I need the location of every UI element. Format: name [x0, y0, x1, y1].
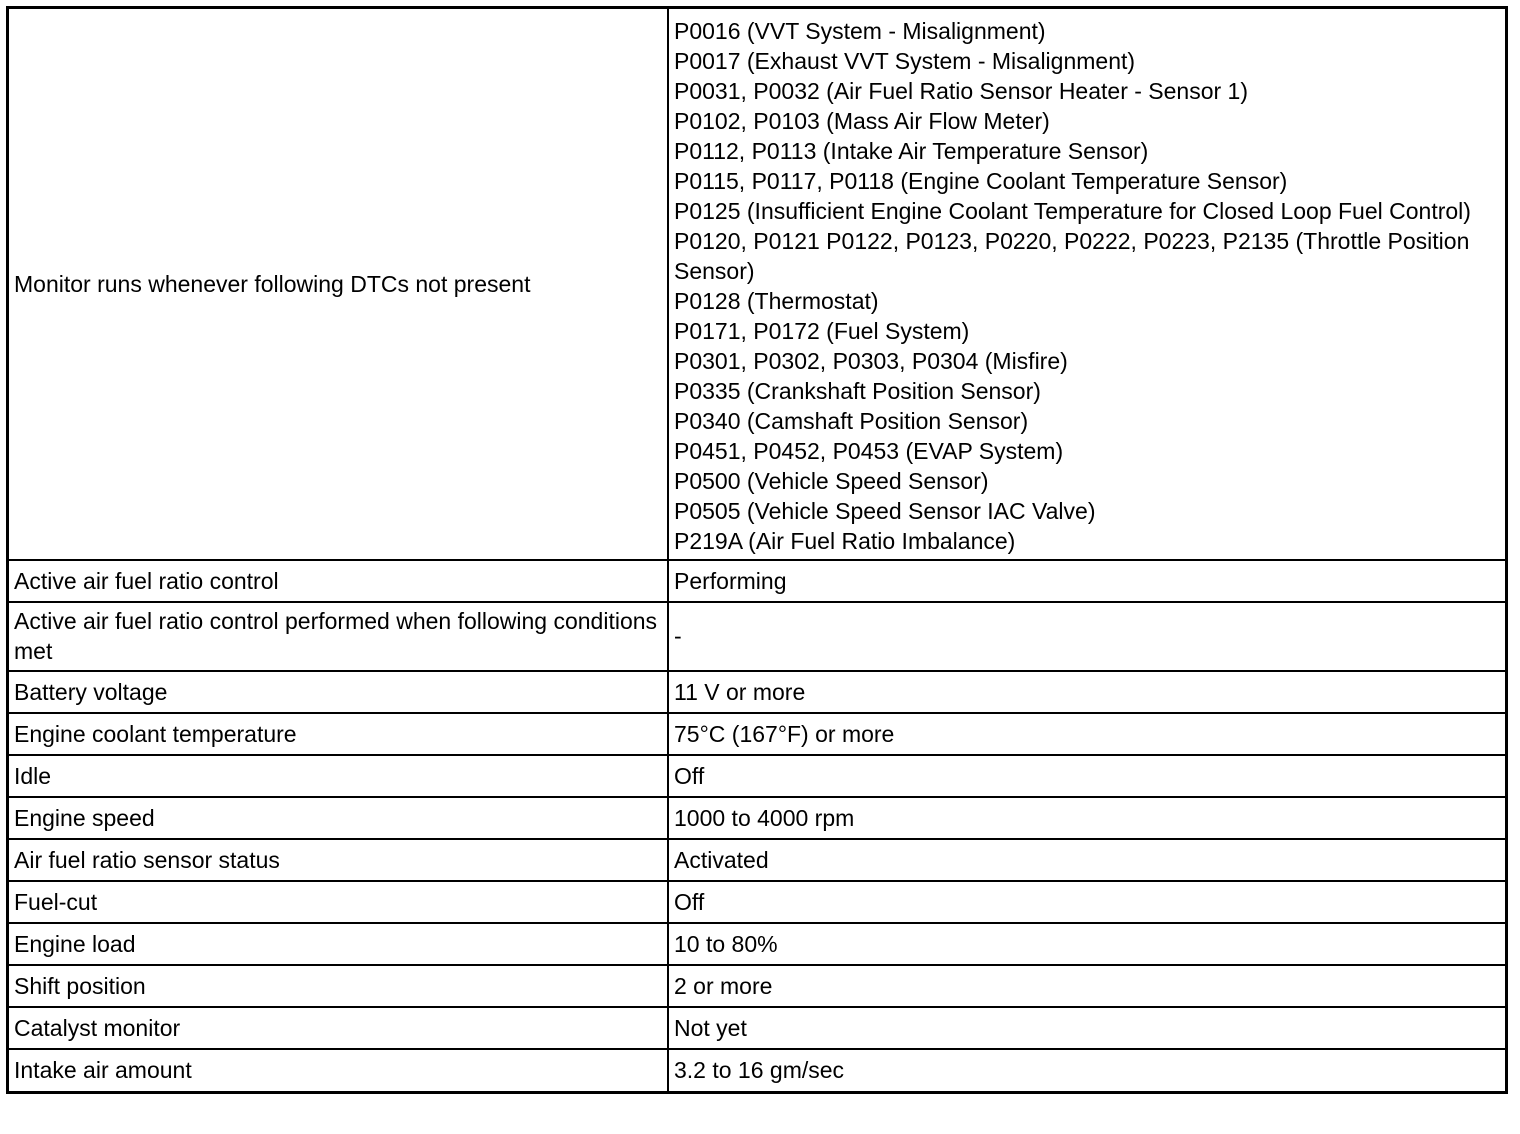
- dtc-item: P0115, P0117, P0118 (Engine Coolant Temperature Sensor): [674, 168, 1288, 194]
- row-label: Catalyst monitor: [9, 1007, 668, 1049]
- row-value: Activated: [668, 839, 1505, 881]
- dtc-item: P0500 (Vehicle Speed Sensor): [674, 468, 989, 494]
- row-value: 3.2 to 16 gm/sec: [668, 1049, 1505, 1091]
- table-row: [9, 560, 1505, 602]
- row-value: Off: [668, 755, 1505, 797]
- dtc-row-label: Monitor runs whenever following DTCs not present: [9, 9, 668, 560]
- dtc-item: P0301, P0302, P0303, P0304 (Misfire): [674, 348, 1068, 374]
- table-row: [9, 965, 1505, 1007]
- table-row: [9, 1049, 1505, 1091]
- dtc-item: P0016 (VVT System - Misalignment): [674, 18, 1046, 44]
- table-row: [9, 755, 1505, 797]
- dtc-item: P0017 (Exhaust VVT System - Misalignment): [674, 48, 1136, 74]
- dtc-item: P0125 (Insufficient Engine Coolant Temperature for Closed Loop Fuel Control): [674, 198, 1471, 224]
- dtc-item: P219A (Air Fuel Ratio Imbalance): [674, 528, 1016, 554]
- row-label: Engine speed: [9, 797, 668, 839]
- dtc-item: P0505 (Vehicle Speed Sensor IAC Valve): [674, 498, 1096, 524]
- row-label: Fuel-cut: [9, 881, 668, 923]
- row-label: Engine load: [9, 923, 668, 965]
- row-value: 11 V or more: [668, 671, 1505, 713]
- dtc-item: P0128 (Thermostat): [674, 288, 879, 314]
- conditions-table-frame: [6, 6, 1508, 1094]
- dtc-list-cell: [668, 9, 1505, 560]
- row-value: 1000 to 4000 rpm: [668, 797, 1505, 839]
- row-value: 75°C (167°F) or more: [668, 713, 1505, 755]
- dtc-item: P0335 (Crankshaft Position Sensor): [674, 378, 1041, 404]
- row-value: Performing: [668, 560, 1505, 602]
- row-label: Idle: [9, 755, 668, 797]
- table-row: [9, 671, 1505, 713]
- row-value: -: [668, 602, 1505, 671]
- dtc-item: P0340 (Camshaft Position Sensor): [674, 408, 1029, 434]
- row-value: Not yet: [668, 1007, 1505, 1049]
- row-label: Active air fuel ratio control: [9, 560, 668, 602]
- table-row: [9, 797, 1505, 839]
- monitor-conditions-table: [9, 9, 1505, 1091]
- row-value: Off: [668, 881, 1505, 923]
- table-row: [9, 923, 1505, 965]
- dtc-item: P0112, P0113 (Intake Air Temperature Sensor): [674, 138, 1149, 164]
- row-value: 2 or more: [668, 965, 1505, 1007]
- table-row: [9, 713, 1505, 755]
- table-row: [9, 602, 1505, 671]
- row-label: Engine coolant temperature: [9, 713, 668, 755]
- dtc-item: P0120, P0121 P0122, P0123, P0220, P0222, P0223, P2135 (Throttle Position Sensor): [674, 228, 1470, 284]
- row-label: Battery voltage: [9, 671, 668, 713]
- row-label: Intake air amount: [9, 1049, 668, 1091]
- table-row-dtc-conditions: [9, 9, 1505, 560]
- dtc-item: P0031, P0032 (Air Fuel Ratio Sensor Heater - Sensor 1): [674, 78, 1249, 104]
- dtc-item: P0102, P0103 (Mass Air Flow Meter): [674, 108, 1050, 134]
- dtc-item: P0451, P0452, P0453 (EVAP System): [674, 438, 1064, 464]
- table-row: [9, 881, 1505, 923]
- row-label: Air fuel ratio sensor status: [9, 839, 668, 881]
- table-row: [9, 839, 1505, 881]
- dtc-item: P0171, P0172 (Fuel System): [674, 318, 970, 344]
- row-value: 10 to 80%: [668, 923, 1505, 965]
- row-label: Shift position: [9, 965, 668, 1007]
- table-row: [9, 1007, 1505, 1049]
- row-label: Active air fuel ratio control performed when following conditions met: [9, 602, 668, 671]
